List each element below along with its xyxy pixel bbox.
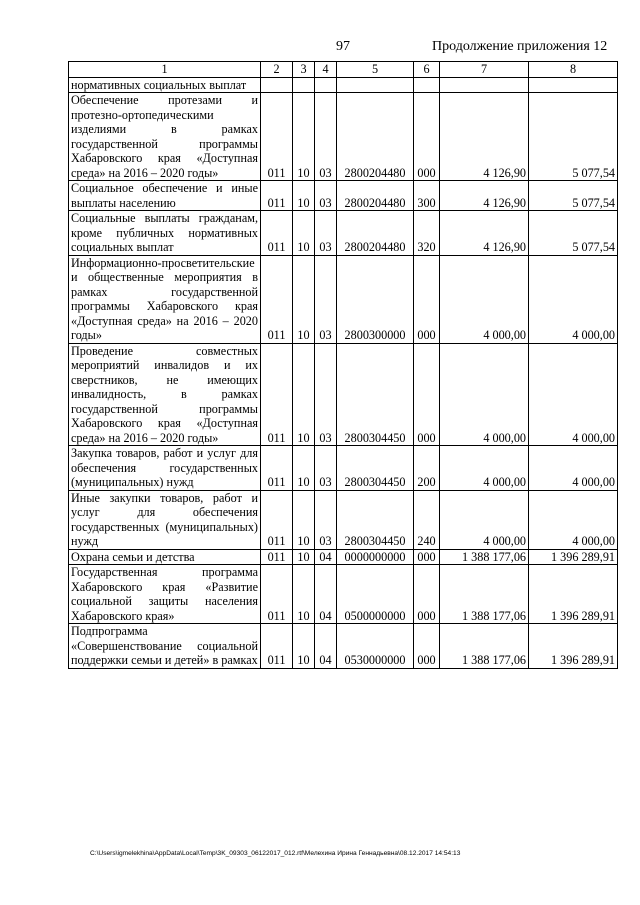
cell-amount-2: 5 077,54 xyxy=(529,93,618,181)
cell-amount-1: 1 388 177,06 xyxy=(440,565,529,624)
cell-amount-1: 4 000,00 xyxy=(440,255,529,343)
cell-target: 0000000000 xyxy=(337,549,414,565)
table-row xyxy=(69,565,618,624)
cell-amount-1: 4 126,90 xyxy=(440,211,529,256)
table-row xyxy=(69,77,618,93)
cell-subsection: 04 xyxy=(315,565,337,624)
row-name: Подпрограмма «Совершенствование социальной поддержки семьи и детей» в рамках xyxy=(69,624,261,669)
cell-admin: 011 xyxy=(261,181,293,211)
cell-section: 10 xyxy=(293,211,315,256)
cell-admin: 011 xyxy=(261,490,293,549)
table-row xyxy=(69,490,618,549)
cell-type: 300 xyxy=(414,181,440,211)
row-name: Социальное обеспечение и иные выплаты населению xyxy=(69,181,261,211)
cell-amount-1: 1 388 177,06 xyxy=(440,549,529,565)
cell-subsection: 03 xyxy=(315,211,337,256)
cell-amount-2: 4 000,00 xyxy=(529,255,618,343)
cell-type: 000 xyxy=(414,255,440,343)
cell-type: 320 xyxy=(414,211,440,256)
cell-amount-1: 4 000,00 xyxy=(440,343,529,446)
cell-subsection: 04 xyxy=(315,549,337,565)
column-header: 3 xyxy=(293,62,315,78)
table-row xyxy=(69,181,618,211)
cell-target: 0530000000 xyxy=(337,624,414,669)
cell-admin: 011 xyxy=(261,446,293,491)
cell-section: 10 xyxy=(293,549,315,565)
row-name: Иные закупки товаров, работ и услуг для обеспечения государственных (муниципальных) нужд xyxy=(69,490,261,549)
cell-amount-2: 4 000,00 xyxy=(529,343,618,446)
cell-target: 2800204480 xyxy=(337,211,414,256)
cell-admin: 011 xyxy=(261,343,293,446)
cell-target: 2800300000 xyxy=(337,255,414,343)
cell-subsection: 03 xyxy=(315,446,337,491)
cell-type: 200 xyxy=(414,446,440,491)
cell-amount-1: 4 126,90 xyxy=(440,93,529,181)
cell-target: 2800304450 xyxy=(337,490,414,549)
cell-type: 000 xyxy=(414,93,440,181)
cell-amount-1: 4 000,00 xyxy=(440,446,529,491)
row-name: Проведение совместных мероприятий инвалидов и их сверстников, не имеющих инвалидность, в рамках государственной программы Хабаровского края «Доступная среда» на 2016 – 2020 годы» xyxy=(69,343,261,446)
cell-type: 000 xyxy=(414,343,440,446)
cell-section xyxy=(293,77,315,93)
cell-amount-2: 5 077,54 xyxy=(529,211,618,256)
cell-type: 240 xyxy=(414,490,440,549)
row-name: нормативных социальных выплат xyxy=(69,77,261,93)
cell-amount-2: 1 396 289,91 xyxy=(529,549,618,565)
cell-subsection: 03 xyxy=(315,181,337,211)
page-number: 97 xyxy=(336,39,350,54)
cell-target: 2800204480 xyxy=(337,93,414,181)
cell-target: 0500000000 xyxy=(337,565,414,624)
appendix-label: Продолжение приложения 12 xyxy=(432,39,608,54)
cell-subsection: 03 xyxy=(315,490,337,549)
cell-target xyxy=(337,77,414,93)
cell-amount-2: 4 000,00 xyxy=(529,446,618,491)
cell-section: 10 xyxy=(293,490,315,549)
cell-amount-2: 5 077,54 xyxy=(529,181,618,211)
cell-amount-2 xyxy=(529,77,618,93)
cell-amount-2: 1 396 289,91 xyxy=(529,624,618,669)
column-header: 8 xyxy=(529,62,618,78)
column-header: 4 xyxy=(315,62,337,78)
cell-amount-2: 4 000,00 xyxy=(529,490,618,549)
header-row xyxy=(69,62,618,78)
cell-type: 000 xyxy=(414,565,440,624)
cell-subsection: 03 xyxy=(315,93,337,181)
cell-section: 10 xyxy=(293,565,315,624)
table-row xyxy=(69,549,618,565)
cell-target: 2800304450 xyxy=(337,343,414,446)
table-row xyxy=(69,343,618,446)
cell-section: 10 xyxy=(293,343,315,446)
cell-admin: 011 xyxy=(261,255,293,343)
table-row xyxy=(69,446,618,491)
budget-table xyxy=(68,61,618,669)
row-name: Информационно-просветительские и общественные мероприятия в рамках государственной программы Хабаровского края «Доступная среда» на 2016 – 2020 годы» xyxy=(69,255,261,343)
cell-section: 10 xyxy=(293,255,315,343)
column-header: 2 xyxy=(261,62,293,78)
row-name: Охрана семьи и детства xyxy=(69,549,261,565)
cell-admin: 011 xyxy=(261,565,293,624)
cell-amount-1: 1 388 177,06 xyxy=(440,624,529,669)
cell-type xyxy=(414,77,440,93)
cell-target: 2800204480 xyxy=(337,181,414,211)
cell-section: 10 xyxy=(293,93,315,181)
cell-admin xyxy=(261,77,293,93)
cell-section: 10 xyxy=(293,624,315,669)
table-row xyxy=(69,624,618,669)
row-name: Социальные выплаты гражданам, кроме публичных нормативных социальных выплат xyxy=(69,211,261,256)
column-header: 5 xyxy=(337,62,414,78)
cell-subsection: 03 xyxy=(315,255,337,343)
table-row xyxy=(69,93,618,181)
row-name: Закупка товаров, работ и услуг для обеспечения государственных (муниципальных) нужд xyxy=(69,446,261,491)
cell-section: 10 xyxy=(293,446,315,491)
cell-admin: 011 xyxy=(261,211,293,256)
cell-type: 000 xyxy=(414,624,440,669)
cell-subsection: 04 xyxy=(315,624,337,669)
cell-subsection: 03 xyxy=(315,343,337,446)
column-header: 6 xyxy=(414,62,440,78)
column-header: 7 xyxy=(440,62,529,78)
cell-admin: 011 xyxy=(261,549,293,565)
cell-admin: 011 xyxy=(261,624,293,669)
table-row xyxy=(69,255,618,343)
cell-section: 10 xyxy=(293,181,315,211)
table-row xyxy=(69,211,618,256)
cell-type: 000 xyxy=(414,549,440,565)
cell-subsection xyxy=(315,77,337,93)
cell-amount-1 xyxy=(440,77,529,93)
file-path-footer: C:\Users\igmelekhina\AppData\Local\Temp\3K_09303_06122017_012.rtf\Мелехина Ирина Геннадьевна\08.12.2017 14:54:13 xyxy=(90,850,461,857)
row-name: Обеспечение протезами и протезно-ортопедическими изделиями в рамках государственной программы Хабаровского края «Доступная среда» на 2016 – 2020 годы» xyxy=(69,93,261,181)
column-header: 1 xyxy=(69,62,261,78)
cell-amount-1: 4 126,90 xyxy=(440,181,529,211)
cell-admin: 011 xyxy=(261,93,293,181)
row-name: Государственная программа Хабаровского края «Развитие социальной защиты населения Хабаровского края» xyxy=(69,565,261,624)
cell-amount-1: 4 000,00 xyxy=(440,490,529,549)
cell-target: 2800304450 xyxy=(337,446,414,491)
cell-amount-2: 1 396 289,91 xyxy=(529,565,618,624)
